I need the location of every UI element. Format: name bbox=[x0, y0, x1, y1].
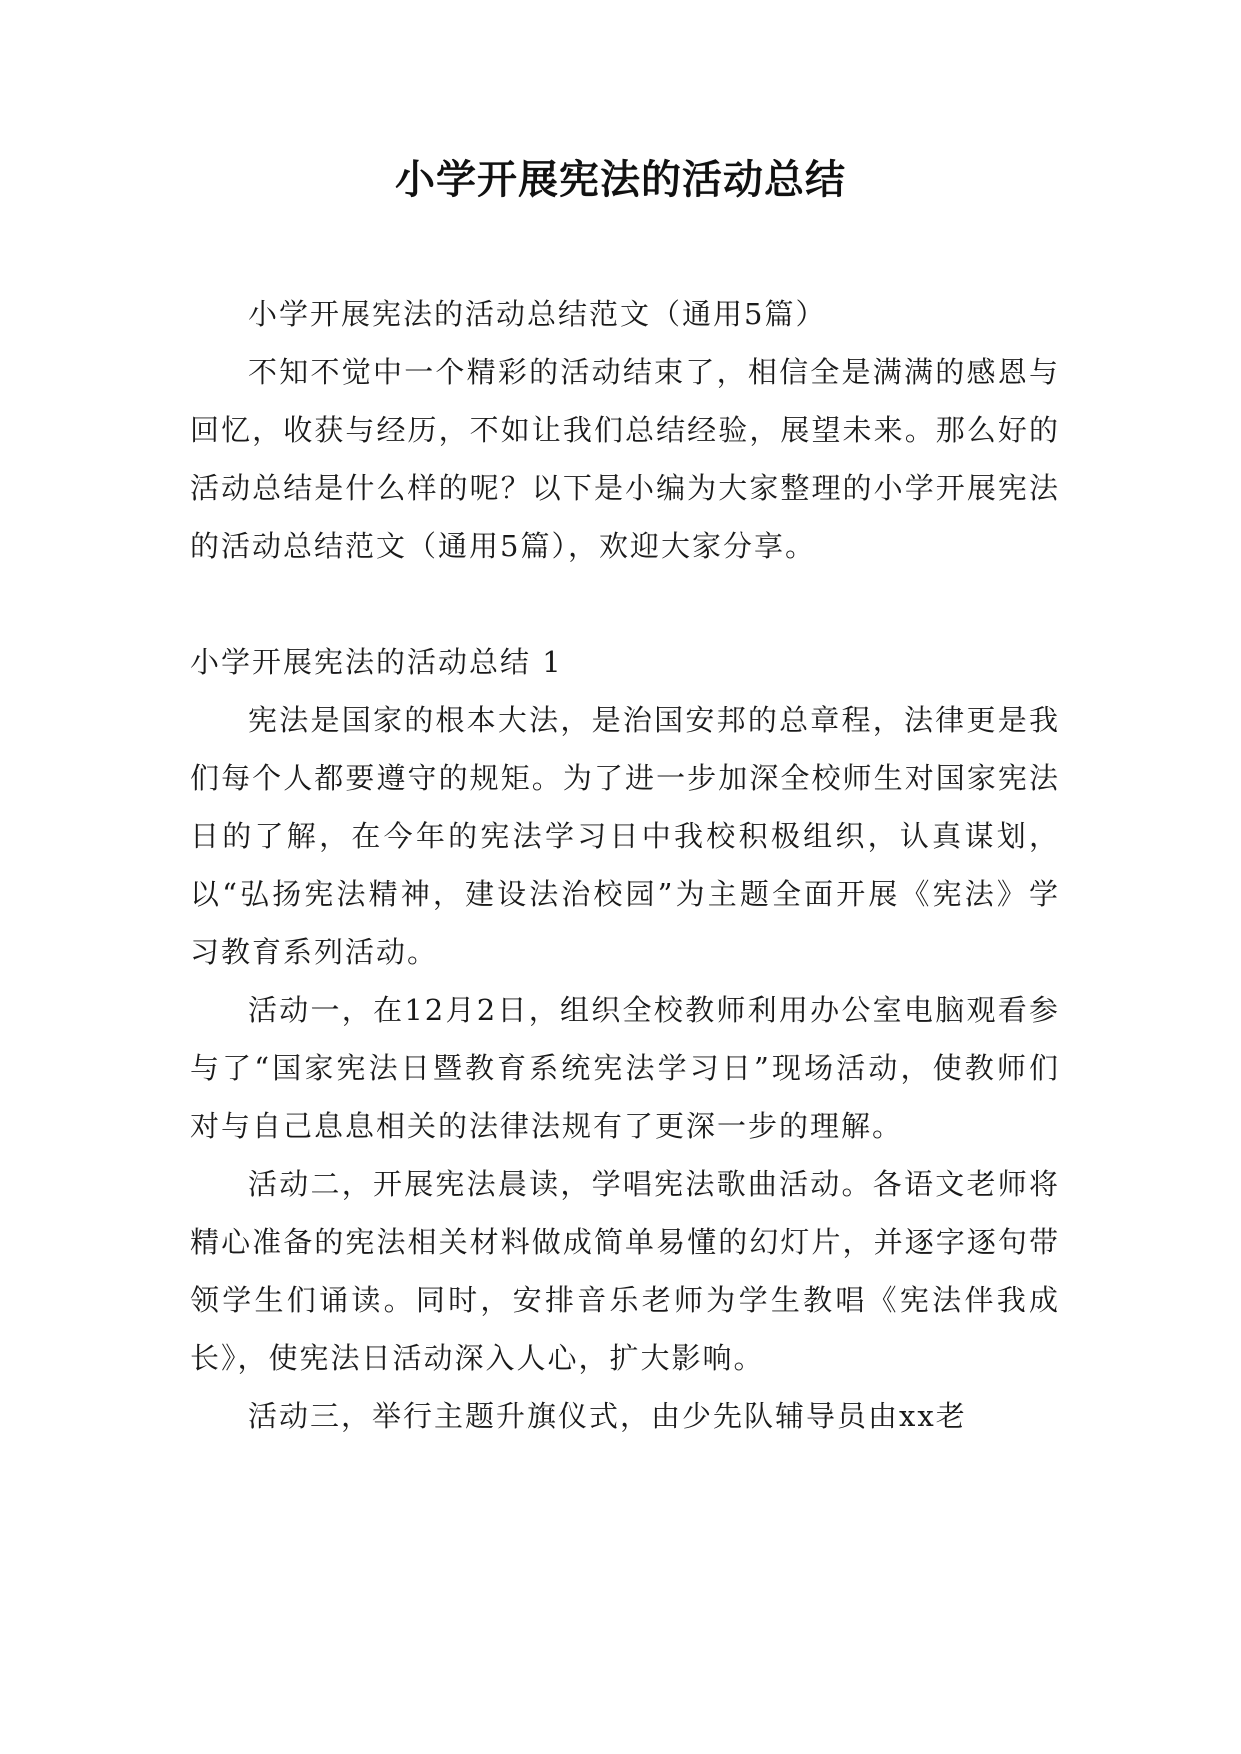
intro-paragraph: 不知不觉中一个精彩的活动结束了，相信全是满满的感恩与回忆，收获与经历，不如让我们总结经验，展望未来。那么好的活动总结是什么样的呢？以下是小编为大家整理的小学开展宪法的活动总结范文（通用5篇），欢迎大家分享。 bbox=[190, 355, 1060, 563]
body-paragraph: 宪法是国家的根本大法，是治国安邦的总章程，法律更是我们每个人都要遵守的规矩。为了进一步加深全校师生对国家宪法日的了解，在今年的宪法学习日中我校积极组织，认真谋划，以“弘扬宪法精神，建设法治校园”为主题全面开展《宪法》学习教育系列活动。 bbox=[190, 703, 1060, 969]
section-heading: 小学开展宪法的活动总结 1 bbox=[190, 645, 563, 679]
intro-heading: 小学开展宪法的活动总结范文（通用5篇） bbox=[248, 297, 827, 331]
body-paragraph: 活动三，举行主题升旗仪式，由少先队辅导员由xx老 bbox=[248, 1399, 967, 1433]
document-title: 小学开展宪法的活动总结 bbox=[395, 157, 846, 203]
document-body bbox=[190, 285, 1060, 1445]
body-paragraph: 活动二，开展宪法晨读，学唱宪法歌曲活动。各语文老师将精心准备的宪法相关材料做成简单易懂的幻灯片，并逐字逐句带领学生们诵读。同时，安排音乐老师为学生教唱《宪法伴我成长》，使宪法日活动深入人心，扩大影响。 bbox=[190, 1167, 1060, 1375]
body-paragraph: 活动一，在12月2日，组织全校教师利用办公室电脑观看参与了“国家宪法日暨教育系统宪法学习日”现场活动，使教师们对与自己息息相关的法律法规有了更深一步的理解。 bbox=[190, 993, 1060, 1143]
